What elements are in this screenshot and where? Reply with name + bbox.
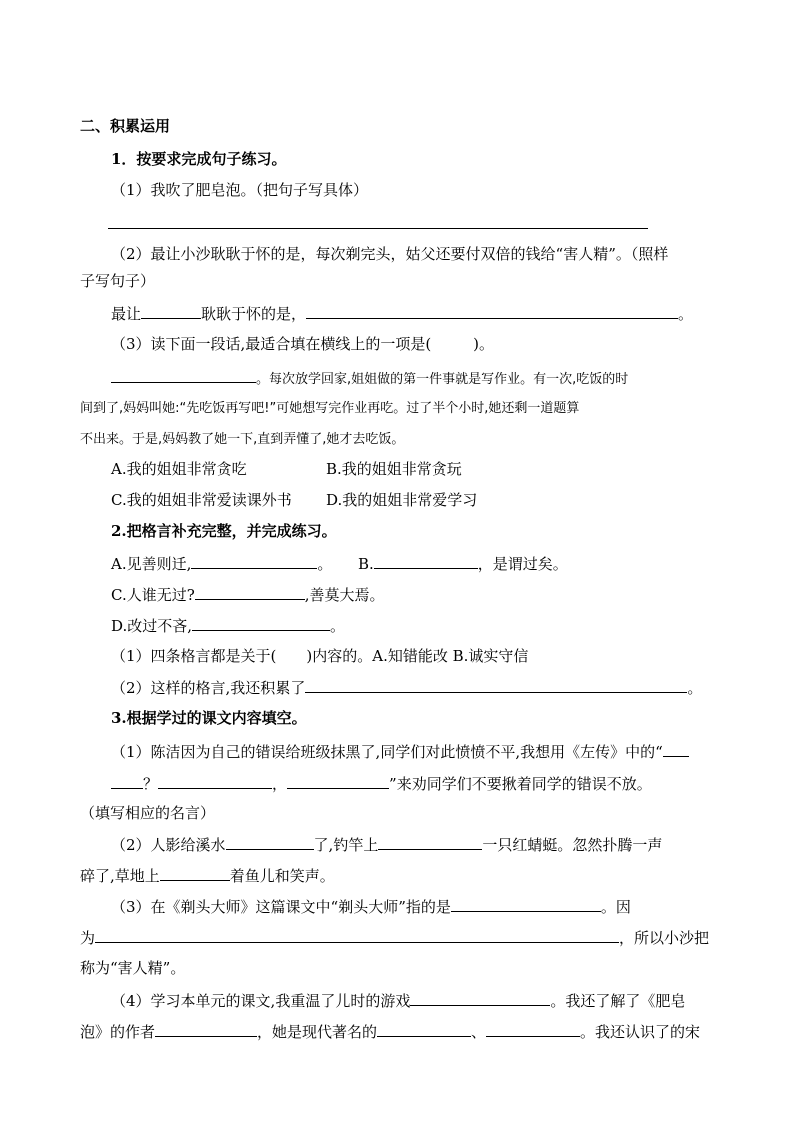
q3-part3-line1: （3）在《剃头大师》这篇课文中“剃头大师”指的是 。因	[111, 898, 631, 916]
q3-part2-blank-2[interactable]	[378, 834, 482, 850]
q1-option-b[interactable]: B.我的姐姐非常贪玩	[326, 460, 462, 478]
q3-part1-blank-1a[interactable]	[663, 741, 689, 757]
q1-option-a[interactable]: A.我的姐姐非常贪吃	[111, 460, 247, 478]
q2-item-d-blank[interactable]	[192, 615, 330, 631]
q2-item-c-blank[interactable]	[195, 584, 305, 600]
q3-part3-line3: 称为“害人精”。	[80, 959, 186, 977]
q3-part1-blank-1b[interactable]	[111, 773, 143, 789]
q2-item-b: B. ，是谓过矣。	[358, 555, 568, 573]
q3-part1-line1: （1）陈洁因为自己的错误给班级抹黑了,同学们对此愤愤不平,我想用《左传》中的“	[111, 741, 689, 762]
q3-part3-blank-1[interactable]	[451, 896, 601, 912]
q3-part4-line2: 泡》的作者 ，她是现代著名的 、 。我还认识了的宋	[80, 1023, 701, 1041]
q3-part2-blank-3[interactable]	[160, 865, 230, 881]
q2-part2: （2）这样的格言,我还积累了 。	[111, 679, 703, 697]
q1-passage-blank[interactable]	[111, 367, 256, 383]
q3-part1-line2: ？ ， ”来劝同学们不要揪着同学的错误不放。	[111, 773, 652, 794]
section-title: 二、积累运用	[80, 117, 171, 135]
q3-part4-blank-4[interactable]	[486, 1021, 580, 1037]
q3-part4-line1: （4）学习本单元的课文,我重温了儿时的游戏 。我还了解了《肥皂	[111, 992, 686, 1010]
q3-part2-line1: （2）人影给溪水 了,钓竿上 一只红蜻蜓。忽然扑腾一声	[111, 836, 663, 854]
q2-item-a-blank[interactable]	[191, 553, 317, 569]
q3-part3-line2: 为 ，所以小沙把	[80, 929, 710, 947]
q2-item-b-blank[interactable]	[374, 553, 478, 569]
q1-passage-line1: 。每次放学回家,姐姐做的第一件事就是写作业。有一次,吃饭的时	[111, 367, 628, 390]
q3-part1-blank-2[interactable]	[158, 773, 272, 789]
q1-title: 1．按要求完成句子练习。	[111, 150, 287, 168]
q3-part2-blank-1[interactable]	[226, 834, 314, 850]
q2-item-a: A.见善则迁, 。	[111, 555, 333, 573]
q3-title: 3.根据学过的课文内容填空。	[111, 709, 307, 727]
q1-part1: （1）我吹了肥皂泡。（把句子写具体）	[111, 181, 369, 199]
q3-part2-line2: 碎了,草地上 着鱼儿和笑声。	[80, 867, 335, 885]
q1-part2-blank-1[interactable]	[141, 303, 201, 319]
q1-part2-fill: 最让 耿耿于怀的是， 。	[111, 305, 694, 323]
q1-part3: （3）读下面一段话,最适合填在横线上的一项是( )。	[111, 335, 495, 353]
q3-part3-blank-2[interactable]	[95, 927, 619, 943]
q3-part4-blank-3[interactable]	[377, 1021, 471, 1037]
q2-title: 2.把格言补充完整，并完成练习。	[111, 522, 337, 540]
q1-option-d[interactable]: D.我的姐姐非常爱学习	[326, 491, 478, 509]
q2-part1: （1）四条格言都是关于( )内容的。A.知错能改 B.诚实守信	[111, 647, 529, 665]
q1-part2-line1: （2）最让小沙耿耿于怀的是，每次剃完头，姑父还要付双倍的钱给“害人精”。（照样	[111, 245, 669, 263]
q1-part2-blank-2[interactable]	[306, 303, 678, 319]
q1-option-c[interactable]: C.我的姐姐非常爱读课外书	[111, 491, 292, 509]
q2-item-d: D.改过不吝, 。	[111, 617, 346, 635]
q3-part4-blank-1[interactable]	[410, 990, 550, 1006]
q1-part1-answer-line[interactable]	[108, 228, 648, 229]
q3-part4-blank-2[interactable]	[155, 1021, 257, 1037]
q3-part1-note: （填写相应的名言）	[80, 804, 216, 822]
q1-part2-line2: 子写句子）	[80, 272, 156, 290]
q1-passage-line2: 间到了,妈妈叫她:“先吃饭再写吧!”可她想写完作业再吃。过了半个小时,她还剩一道题算	[80, 401, 580, 416]
q3-part1-blank-3[interactable]	[287, 773, 389, 789]
q1-passage-line3: 不出来。于是,妈妈教了她一下,直到弄懂了,她才去吃饭。	[80, 432, 405, 447]
q2-item-c: C.人谁无过? ,善莫大焉。	[111, 586, 385, 604]
q2-part2-blank[interactable]	[305, 677, 687, 693]
